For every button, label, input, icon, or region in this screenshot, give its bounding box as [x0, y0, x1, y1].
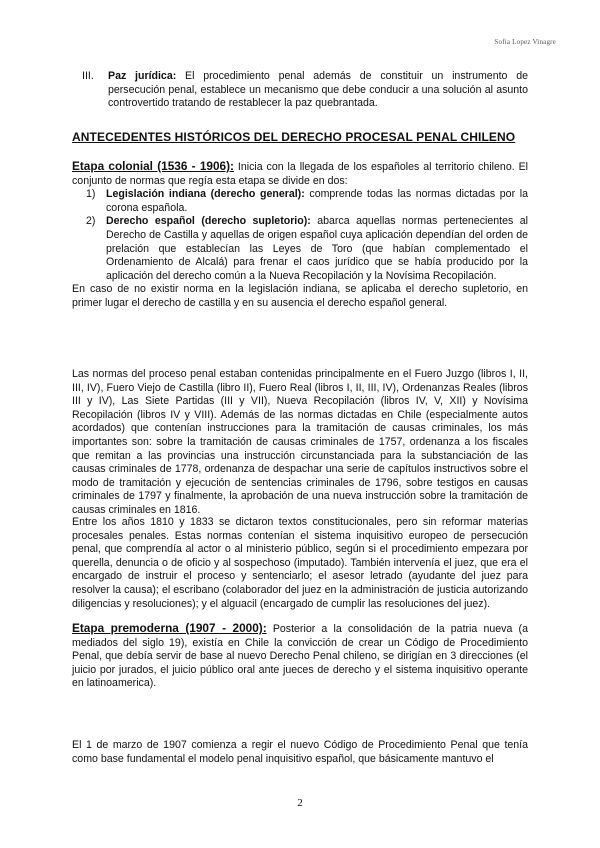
list-item-term: Derecho español (derecho supletorio): — [106, 215, 311, 228]
list-item-text: abarca aquellas normas pertenecientes al Derecho de Castilla y aquellas de origen español cuya aplicación dependían del orden de prelación que establecían las Leyes de Toro (que habían complementado el Ordenamiento de Alcalá) para frenar el caos jurídico que se había producido por la aplicación del derecho común a la Nueva Recopilación y la Novísima Recopilación. — [106, 215, 528, 282]
etapa-colonial-intro — [72, 160, 528, 188]
paragraph-1907: El 1 de marzo de 1907 comienza a regir el nuevo Código de Procedimiento Penal que tenía como base fundamental el modelo penal inquisitivo español, que básicamente mantuvo el — [72, 739, 528, 765]
etapa-premoderna-block — [72, 622, 528, 691]
list-item — [72, 215, 528, 283]
etapa-colonial-heading: Etapa colonial (1536 - 1906): — [72, 159, 234, 173]
list-item-term: Legislación indiana (derecho general): — [106, 188, 305, 201]
list-item-paz-juridica — [82, 70, 528, 111]
etapa-premoderna-heading: Etapa premoderna (1907 - 2000): — [72, 621, 267, 635]
list-item — [72, 188, 528, 215]
item-description: El procedimiento penal además de constituir un instrumento de persecución penal, establece un mecanismo que debe conducir a una solución al asunto controvertido tratando de restablecer la paz quebrantada. — [108, 70, 528, 110]
list-marker: 2) — [86, 215, 96, 228]
section-title: ANTECEDENTES HISTÓRICOS DEL DERECHO PROCESAL PENAL CHILENO — [72, 130, 516, 144]
etapa-colonial-list — [72, 188, 528, 283]
header-author: Sofia Lopez Vinagre — [494, 38, 556, 46]
item-text — [108, 70, 528, 111]
paragraph-1810: Entre los años 1810 y 1833 se dictaron textos constitucionales, pero sin reformar materias procesales penales. Estas normas contenían el sistema inquisitivo europeo de persecución penal, que comprendía al actor o al ministerio público, según si el procedimiento empezara por querella, denuncia o de oficio y al sospechoso (imputado). También intervenía el juez, que era el encargado de instruir el proceso y sentenciarlo; el asesor letrado (ayudante del juez para resolver la causa); el escribano (colaborador del juez en la administración de justicia autorizando diligencias y resoluciones); y el alguacil (encargado de cumplir las resoluciones del juez). — [72, 516, 528, 610]
etapa-premoderna-text: Posterior a la consolidación de la patria nueva (a mediados del siglo 19), existía en Chile la convicción de crear un Código de Procedimiento Penal, que debía servir de base al nuevo Derecho Penal chileno, se dirigían en 3 direcciones (el juicio por jurados, el juicio público oral ante jueces de derecho y el sistema inquisitivo operante en latinoamerica). — [72, 623, 528, 690]
etapa-colonial-closing: En caso de no existir norma en la legislación indiana, se aplicaba el derecho supletorio, en primer lugar el derecho de castilla y en su ausencia el derecho español general. — [72, 283, 528, 309]
list-item-text: comprende todas las normas dictadas por la corona española. — [106, 188, 528, 214]
item-term: Paz jurídica: — [108, 70, 177, 82]
page-number: 2 — [297, 797, 303, 809]
roman-numeral: III. — [82, 70, 94, 82]
etapa-colonial-intro-text: Inicia con la llegada de los españoles al territorio chileno. El conjunto de normas que regía esta etapa se divide en dos: — [72, 161, 528, 187]
paragraph-normas: Las normas del proceso penal estaban contenidas principalmente en el Fuero Juzgo (libros I, II, III, IV), Fuero Viejo de Castilla (libro II), Fuero Real (libros I, II, III, IV), Ordenanzas Reales (libros III y IV), Las Siete Partidas (III y VII), Nueva Recopilación (libros IV, V, XII) y Novísima Recopilación (libros IV y VIII). Además de las normas dictadas en Chile (especialmente autos acordados) que contenían instrucciones para la tramitación de causas criminales, los más importantes son: sobre la tramitación de causas criminales de 1757, ordenanza a los fiscales que remitan a las provincias una instrucción circunstanciada para la substanciación de las causas criminales de 1778, ordenanza de despachar una serie de capítulos instructivos sobre el modo de tramitación y ejecución de sentencias criminales de 1796, sobre testigos en causas criminales de 1797 y finalmente, la aprobación de una nueva instrucción sobre la tramitación de causas criminales en 1816. — [72, 368, 528, 516]
etapa-colonial-block — [72, 160, 528, 311]
list-marker: 1) — [86, 188, 96, 201]
